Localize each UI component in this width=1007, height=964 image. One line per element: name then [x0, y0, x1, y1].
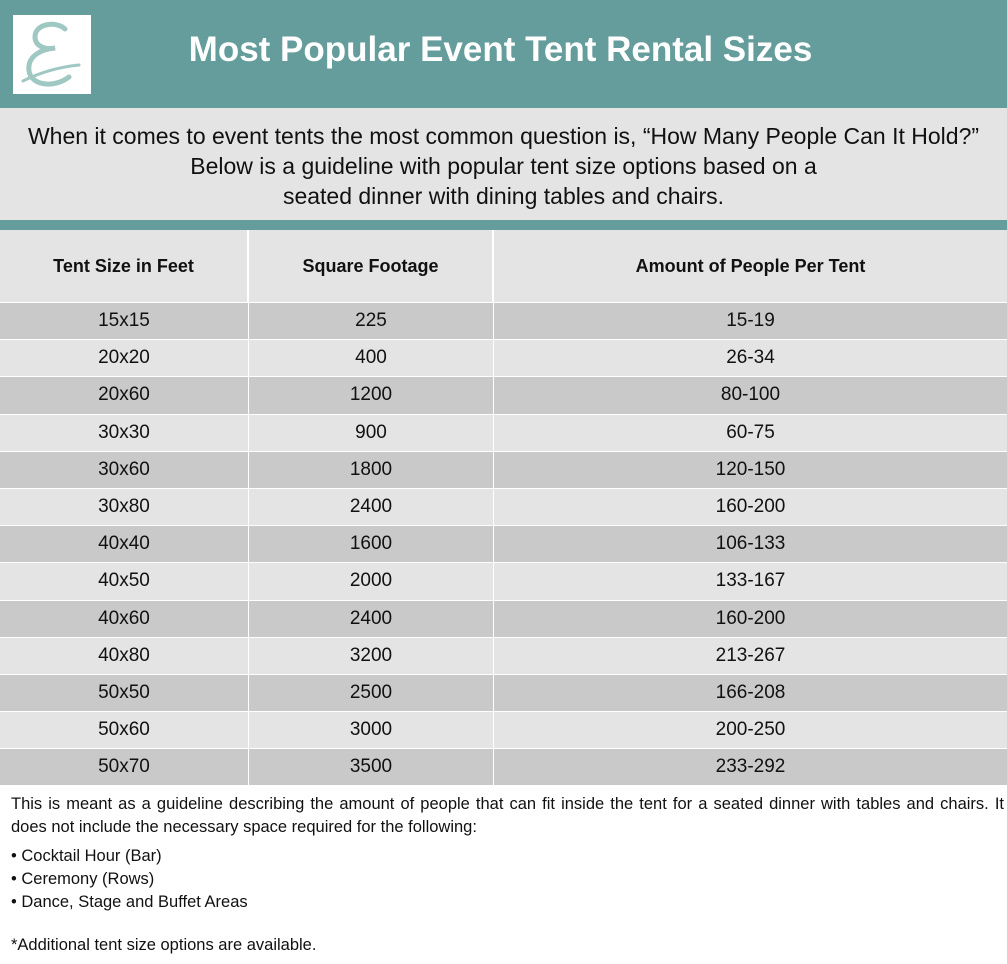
cell-square-footage: 1600	[249, 526, 494, 562]
cell-square-footage: 2500	[249, 675, 494, 711]
cell-people: 80-100	[494, 377, 1007, 413]
cell-square-footage: 2400	[249, 601, 494, 637]
tent-size-table	[0, 230, 1007, 785]
cell-tent-size: 50x50	[0, 675, 249, 711]
cell-square-footage: 3200	[249, 638, 494, 674]
column-header-tent-size: Tent Size in Feet	[0, 230, 249, 302]
bullet-list	[11, 845, 1004, 914]
header-band	[0, 0, 1007, 108]
cell-square-footage: 225	[249, 303, 494, 339]
cell-people: 160-200	[494, 489, 1007, 525]
table-row	[0, 488, 1007, 525]
cell-people: 160-200	[494, 601, 1007, 637]
cell-square-footage: 3500	[249, 749, 494, 785]
cell-square-footage: 1200	[249, 377, 494, 413]
cell-people: 60-75	[494, 415, 1007, 451]
table-row	[0, 637, 1007, 674]
cell-square-footage: 2000	[249, 563, 494, 599]
table-row	[0, 339, 1007, 376]
cell-people: 233-292	[494, 749, 1007, 785]
table-row	[0, 302, 1007, 339]
intro-line-1: When it comes to event tents the most common question is, “How Many People Can It Hold?”	[27, 123, 980, 149]
cell-people: 120-150	[494, 452, 1007, 488]
cell-tent-size: 40x60	[0, 601, 249, 637]
cell-tent-size: 50x60	[0, 712, 249, 748]
cell-people: 26-34	[494, 340, 1007, 376]
list-item: • Cocktail Hour (Bar)	[11, 847, 162, 865]
cell-people: 133-167	[494, 563, 1007, 599]
cell-square-footage: 1800	[249, 452, 494, 488]
intro-text	[0, 108, 1007, 220]
cell-tent-size: 30x60	[0, 452, 249, 488]
table-row	[0, 562, 1007, 599]
footnote: *Additional tent size options are available.	[11, 936, 317, 954]
guideline-paragraph: This is meant as a guideline describing the amount of people that can fit inside the tent for a seated dinner with tables and chairs. It does not include the necessary space required for the following:	[11, 795, 1004, 836]
table-row	[0, 711, 1007, 748]
page-title: Most Popular Event Tent Rental Sizes	[188, 30, 813, 69]
list-item: • Dance, Stage and Buffet Areas	[11, 893, 248, 911]
list-item: • Ceremony (Rows)	[11, 870, 155, 888]
table-header-row	[0, 230, 1007, 302]
cell-people: 213-267	[494, 638, 1007, 674]
divider	[0, 220, 1007, 230]
cell-tent-size: 40x50	[0, 563, 249, 599]
cell-square-footage: 3000	[249, 712, 494, 748]
cell-people: 15-19	[494, 303, 1007, 339]
cell-people: 200-250	[494, 712, 1007, 748]
table-row	[0, 414, 1007, 451]
column-header-people: Amount of People Per Tent	[494, 230, 1007, 302]
table-row	[0, 451, 1007, 488]
cell-tent-size: 20x60	[0, 377, 249, 413]
cell-square-footage: 900	[249, 415, 494, 451]
cell-people: 166-208	[494, 675, 1007, 711]
table-row	[0, 525, 1007, 562]
column-header-square-footage: Square Footage	[249, 230, 494, 302]
intro-line-3: seated dinner with dining tables and chairs.	[282, 183, 725, 209]
table-row	[0, 748, 1007, 785]
cell-tent-size: 20x20	[0, 340, 249, 376]
cell-people: 106-133	[494, 526, 1007, 562]
cell-tent-size: 40x40	[0, 526, 249, 562]
table-row	[0, 674, 1007, 711]
table-row	[0, 600, 1007, 637]
cell-square-footage: 400	[249, 340, 494, 376]
cell-tent-size: 30x30	[0, 415, 249, 451]
cell-tent-size: 50x70	[0, 749, 249, 785]
cell-tent-size: 40x80	[0, 638, 249, 674]
table-row	[0, 376, 1007, 413]
cell-square-footage: 2400	[249, 489, 494, 525]
cell-tent-size: 30x80	[0, 489, 249, 525]
cell-tent-size: 15x15	[0, 303, 249, 339]
notes-section	[11, 793, 1004, 957]
intro-line-2: Below is a guideline with popular tent size options based on a	[190, 153, 817, 179]
